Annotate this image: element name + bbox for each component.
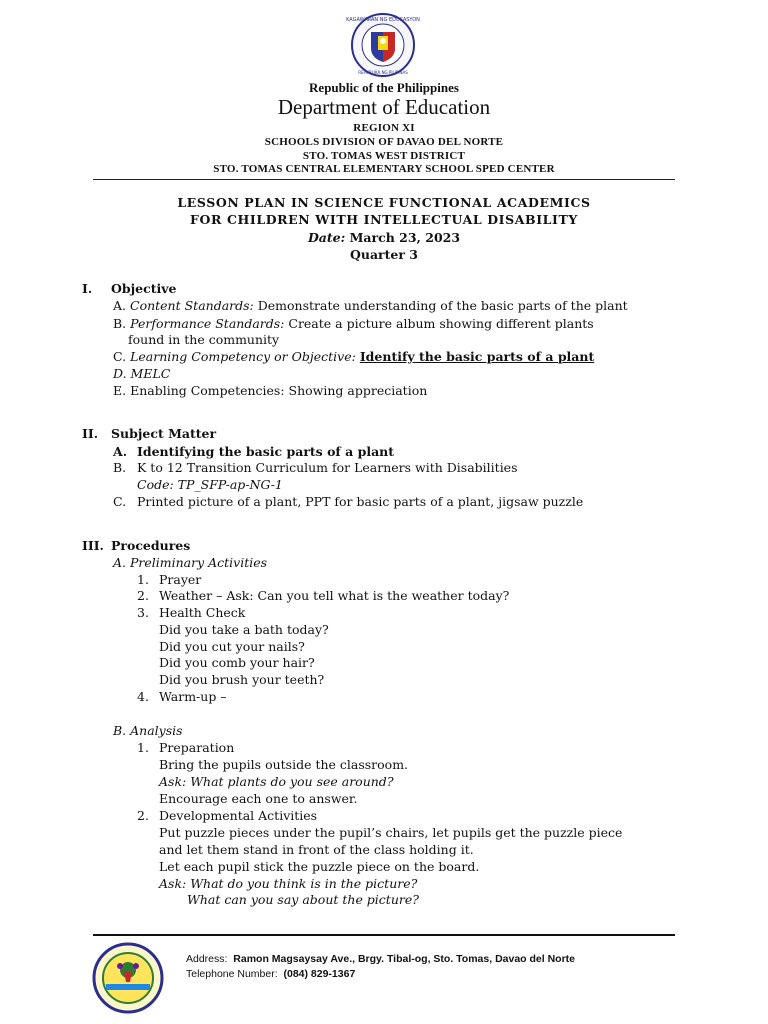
- seal-text-bottom: REPUBLIKA NG PILIPINAS: [358, 70, 408, 75]
- analysis-line-8: What can you say about the picture?: [187, 892, 419, 907]
- subject-c-text: Printed picture of a plant, PPT for basic parts of a plant, jigsaw puzzle: [137, 494, 584, 509]
- objective-d: D. MELC: [113, 366, 171, 381]
- prelim-item-weather: Weather – Ask: Can you tell what is the weather today?: [159, 588, 510, 603]
- date-label: Date:: [307, 230, 346, 245]
- objective-b-letter: B.: [113, 316, 127, 331]
- objective-b-text: Create a picture album showing different plants: [288, 316, 594, 331]
- subject-c-letter: C.: [113, 494, 127, 509]
- prelim-num-2: 2.: [137, 588, 149, 603]
- objective-a-label: Content Standards:: [130, 298, 254, 313]
- analysis-item-developmental: Developmental Activities: [159, 808, 318, 823]
- objective-c-text: Identify the basic parts of a plant: [359, 349, 595, 364]
- subject-b-code: Code: TP_SFP-ap-NG-1: [137, 477, 283, 492]
- objective-a-letter: A.: [113, 298, 127, 313]
- telephone-value: (084) 829-1367: [283, 968, 356, 980]
- health-question-4: Did you brush your teeth?: [159, 672, 325, 687]
- section-number-2: II.: [82, 426, 99, 441]
- lesson-title-line2: FOR CHILDREN WITH INTELLECTUAL DISABILITY: [190, 212, 578, 227]
- analysis-item-preparation: Preparation: [159, 740, 235, 755]
- analysis-line-2: Ask: What plants do you see around?: [159, 774, 394, 789]
- prelim-item-warmup: Warm-up –: [159, 689, 227, 704]
- seal-text-top: KAGAWARAN NG EDUKASYON: [346, 17, 420, 23]
- school-label: STO. TOMAS CENTRAL ELEMENTARY SCHOOL SPED CENTER: [213, 163, 555, 175]
- division-label: SCHOOLS DIVISION OF DAVAO DEL NORTE: [264, 136, 504, 148]
- region-label: REGION XI: [353, 122, 415, 134]
- objective-e: E. Enabling Competencies: Showing appreciation: [113, 383, 428, 398]
- prelim-num-3: 3.: [137, 605, 149, 620]
- analysis-line-1: Bring the pupils outside the classroom.: [159, 757, 409, 772]
- subject-a-letter: A.: [113, 444, 128, 459]
- deped-seal-icon: [344, 12, 422, 78]
- footer-telephone: [186, 968, 355, 980]
- analysis-line-3: Encourage each one to answer.: [159, 791, 358, 806]
- analysis-num-2: 2.: [137, 808, 149, 823]
- analysis-line-7: Ask: What do you think is in the picture?: [159, 876, 418, 891]
- section-number-3: III.: [82, 538, 104, 553]
- objective-b: [113, 316, 594, 331]
- objective-a-text: Demonstrate understanding of the basic parts of the plant: [257, 298, 628, 313]
- date-line: [0, 230, 768, 245]
- district-label: STO. TOMAS WEST DISTRICT: [302, 150, 466, 162]
- subject-b-text: K to 12 Transition Curriculum for Learners with Disabilities: [137, 460, 518, 475]
- telephone-label: Telephone Number:: [186, 968, 278, 980]
- section-number-1: I.: [82, 281, 93, 296]
- health-question-3: Did you comb your hair?: [159, 655, 315, 670]
- objective-b-label: Performance Standards:: [130, 316, 285, 331]
- prelim-item-prayer: Prayer: [159, 572, 202, 587]
- address-value: Ramon Magsaysay Ave., Brgy. Tibal-og, Sto. Tomas, Davao del Norte: [233, 953, 576, 965]
- analysis-line-4: Put puzzle pieces under the pupil’s chairs, let pupils get the puzzle piece: [159, 825, 623, 840]
- subject-b-letter: B.: [113, 460, 127, 475]
- health-question-2: Did you cut your nails?: [159, 639, 305, 654]
- analysis-line-5: and let them stand in front of the class holding it.: [159, 842, 474, 857]
- objective-a: [113, 298, 628, 313]
- footer-divider: [93, 934, 675, 936]
- department-title: Department of Education: [277, 95, 491, 119]
- subject-a-text: Identifying the basic parts of a plant: [137, 444, 395, 459]
- republic-label: Republic of the Philippines: [309, 80, 459, 95]
- objective-c: [113, 349, 594, 364]
- prelim-num-4: 4.: [137, 689, 149, 704]
- procedures-heading: Procedures: [111, 538, 191, 553]
- lesson-title-line1: LESSON PLAN IN SCIENCE FUNCTIONAL ACADEMICS: [177, 195, 591, 210]
- objective-c-label: Learning Competency or Objective:: [130, 349, 356, 364]
- date-value: March 23, 2023: [349, 230, 461, 245]
- footer-address: [186, 953, 575, 965]
- preliminary-heading: A. Preliminary Activities: [113, 555, 268, 570]
- health-question-1: Did you take a bath today?: [159, 622, 329, 637]
- objective-c-letter: C.: [113, 349, 127, 364]
- school-seal-icon: [92, 942, 164, 1014]
- quarter-label: Quarter 3: [349, 247, 419, 262]
- objective-b-text2: found in the community: [128, 332, 280, 347]
- objective-heading: Objective: [111, 281, 177, 296]
- prelim-item-health-check: Health Check: [159, 605, 246, 620]
- prelim-num-1: 1.: [137, 572, 149, 587]
- analysis-num-1: 1.: [137, 740, 149, 755]
- analysis-heading: B. Analysis: [113, 723, 183, 738]
- subject-heading: Subject Matter: [111, 426, 217, 441]
- analysis-line-6: Let each pupil stick the puzzle piece on the board.: [159, 859, 480, 874]
- header-divider: [93, 179, 675, 180]
- address-label: Address:: [186, 953, 228, 965]
